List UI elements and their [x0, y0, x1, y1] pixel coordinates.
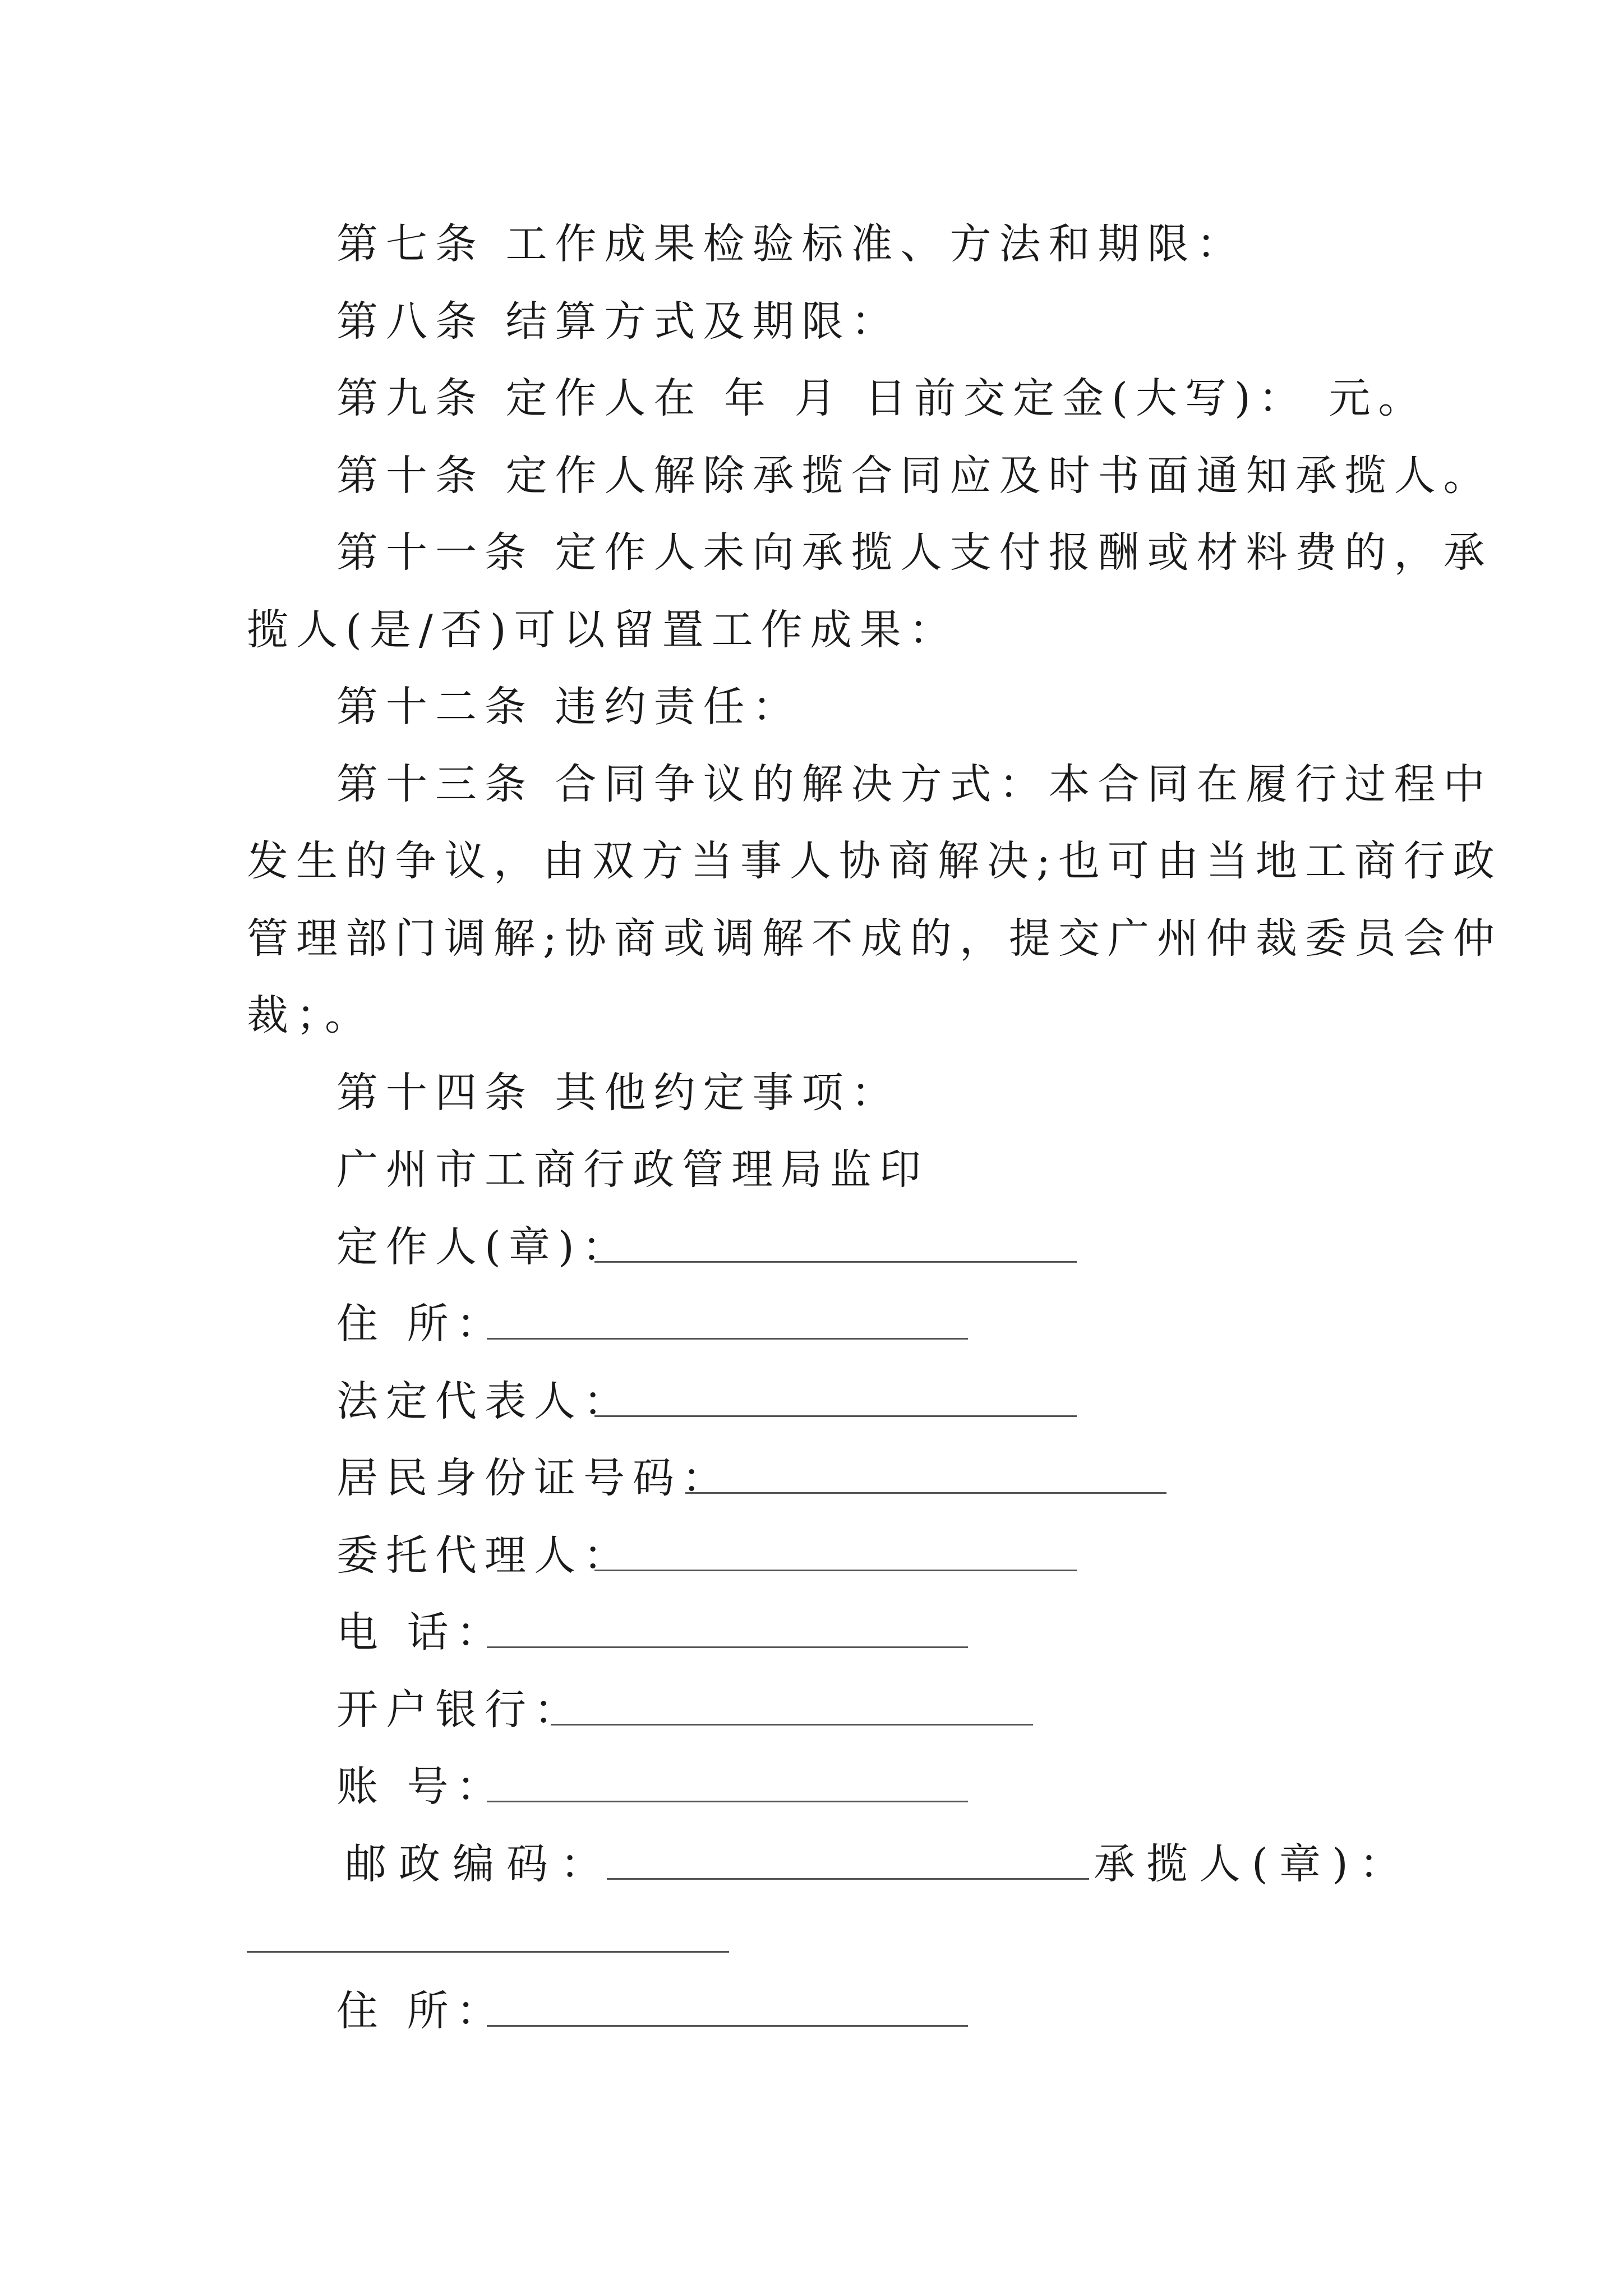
- account-blank[interactable]: [487, 1801, 968, 1802]
- phone-field: [336, 1607, 506, 1658]
- phone-blank[interactable]: [487, 1646, 968, 1648]
- account-label: 账 号：: [336, 1763, 506, 1811]
- legal-rep-blank[interactable]: [594, 1415, 1077, 1417]
- address-1-field: [336, 1299, 506, 1349]
- article-12: 第十二条 违约责任：: [336, 683, 802, 731]
- agent-label: 委托代理人：: [336, 1531, 633, 1580]
- article-13-line-4: 裁；。: [247, 991, 374, 1039]
- postcode-field: [345, 1839, 614, 1889]
- supervision-note: 广州市工商行政管理局监印: [336, 1145, 929, 1194]
- orderer-seal-field: [336, 1222, 631, 1272]
- article-8: 第八条 结算方式及期限：: [336, 297, 901, 346]
- article-10: 第十条 定作人解除承揽合同应及时书面通知承揽人。: [336, 452, 1493, 500]
- contractor-seal-label: 承揽人(章)：: [1094, 1840, 1412, 1888]
- id-number-blank[interactable]: [685, 1492, 1166, 1494]
- contractor-seal-blank[interactable]: [247, 1951, 729, 1953]
- account-field: [336, 1761, 506, 1812]
- id-number-label: 居民身份证号码：: [336, 1454, 731, 1502]
- address-1-label: 住 所：: [336, 1300, 506, 1348]
- article-9: 第九条 定作人在 年 月 日前交定金(大写)： 元。: [336, 374, 1428, 422]
- article-7: 第七条 工作成果检验标准、方法和期限：: [336, 220, 1246, 268]
- article-14: 第十四条 其他约定事项：: [336, 1069, 901, 1117]
- legal-rep-label: 法定代表人：: [336, 1377, 633, 1425]
- article-13-line-1: 第十三条 合同争议的解决方式：本合同在履行过程中: [336, 760, 1493, 808]
- id-number-field: [336, 1453, 731, 1503]
- article-11-line-1: 第十一条 定作人未向承揽人支付报酬或材料费的，承: [336, 528, 1493, 577]
- address-1-blank[interactable]: [487, 1338, 968, 1340]
- article-13-line-3: 管理部门调解;协商或调解不成的，提交广州仲裁委员会仲: [247, 914, 1502, 963]
- orderer-seal-label: 定作人(章)：: [336, 1223, 631, 1271]
- article-13-line-2: 发生的争议，由双方当事人协商解决;也可由当地工商行政: [247, 837, 1502, 885]
- agent-blank[interactable]: [594, 1570, 1077, 1571]
- orderer-seal-blank[interactable]: [594, 1261, 1077, 1263]
- address-2-field: [336, 1986, 506, 2036]
- agent-field: [336, 1530, 633, 1581]
- bank-field: [336, 1685, 583, 1735]
- postcode-blank[interactable]: [607, 1878, 1089, 1880]
- address-2-label: 住 所：: [336, 1987, 506, 2035]
- legal-rep-field: [336, 1376, 633, 1427]
- postcode-label: 邮政编码：: [345, 1840, 614, 1888]
- address-2-blank[interactable]: [487, 2025, 968, 2027]
- bank-blank[interactable]: [551, 1724, 1033, 1726]
- article-11-line-2: 揽人(是/否)可以留置工作成果：: [247, 606, 958, 654]
- phone-label: 电 话：: [336, 1608, 506, 1657]
- bank-label: 开户银行：: [336, 1686, 583, 1734]
